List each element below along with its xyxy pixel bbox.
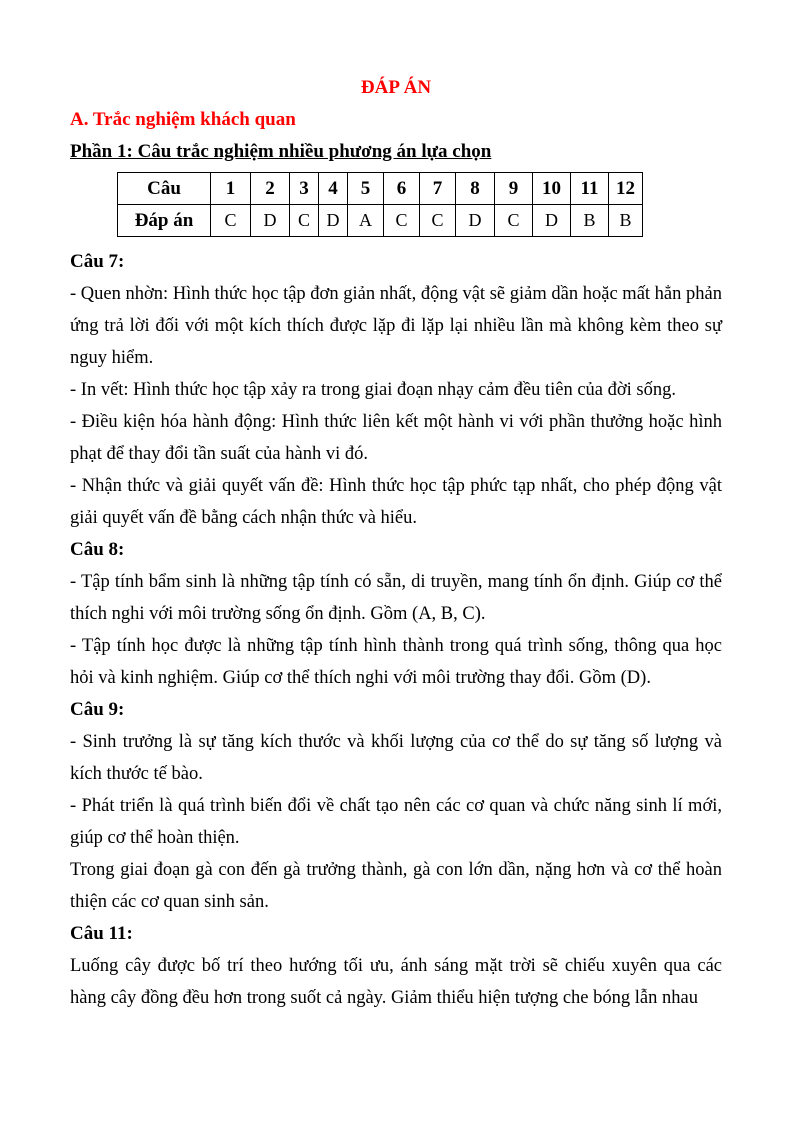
answer-cell: C [384, 205, 420, 237]
answer-cell: B [571, 205, 609, 237]
question-heading: Câu 8: [70, 539, 125, 560]
answer-cell: D [456, 205, 495, 237]
explanation-paragraph: Trong giai đoạn gà con đến gà trưởng thành, gà con lớn dần, nặng hơn và cơ thể hoàn thiện các cơ quan sinh sản. [70, 860, 722, 912]
explanation-paragraph: - Điều kiện hóa hành động: Hình thức liên kết một hành vi với phần thưởng hoặc hình phạt để thay đổi tần suất của hành vi đó. [70, 412, 722, 464]
question-number: 3 [290, 173, 319, 205]
explanation-paragraph: - Nhận thức và giải quyết vấn đề: Hình thức học tập phức tạp nhất, cho phép động vật giải quyết vấn đề bằng cách nhận thức và hiểu. [70, 476, 722, 528]
answer-cell: D [251, 205, 290, 237]
question-heading: Câu 9: [70, 699, 125, 720]
question-number: 1 [211, 173, 251, 205]
answer-cell: D [533, 205, 571, 237]
explanation-paragraph: - Quen nhờn: Hình thức học tập đơn giản nhất, động vật sẽ giảm dần hoặc mất hẳn phản ứng trả lời đối với một kích thích được lặp đi lặp lại nhiều lần mà không kèm theo sự nguy hiểm. [70, 284, 722, 368]
section-a-heading: A. Trắc nghiệm khách quan [70, 109, 296, 130]
table-label-cau: Câu [118, 173, 211, 205]
question-number: 7 [420, 173, 456, 205]
explanation-paragraph: - Phát triển là quá trình biến đổi về chất tạo nên các cơ quan và chức năng sinh lí mới, giúp cơ thể hoàn thiện. [70, 796, 722, 848]
answer-cell: D [319, 205, 348, 237]
answer-cell: C [420, 205, 456, 237]
table-label-dap-an: Đáp án [118, 205, 211, 237]
explanation-paragraph: - Tập tính bẩm sinh là những tập tính có sẵn, di truyền, mang tính ổn định. Giúp cơ thể thích nghi với môi trường sống ổn định. Gồm (A, B, C). [70, 572, 722, 624]
page-title: ĐÁP ÁN [360, 77, 432, 98]
answer-cell: B [609, 205, 643, 237]
explanation-section-cau-9 [70, 694, 722, 918]
explanation-section-cau-8 [70, 534, 722, 694]
question-number: 8 [456, 173, 495, 205]
explanation-section-cau-7 [70, 246, 722, 534]
question-number: 11 [571, 173, 609, 205]
question-heading: Câu 7: [70, 251, 125, 272]
question-number: 12 [609, 173, 643, 205]
explanation-paragraph: - Sinh trưởng là sự tăng kích thước và khối lượng của cơ thể do sự tăng số lượng và kích thước tế bào. [70, 732, 722, 784]
table-row-answers [118, 205, 643, 237]
answer-cell: C [495, 205, 533, 237]
answer-table [117, 172, 643, 237]
question-number: 2 [251, 173, 290, 205]
part1-heading: Phần 1: Câu trắc nghiệm nhiều phương án lựa chọn [70, 141, 492, 162]
table-row-questions [118, 173, 643, 205]
answer-cell: C [290, 205, 319, 237]
question-number: 9 [495, 173, 533, 205]
explanation-paragraph: - In vết: Hình thức học tập xảy ra trong giai đoạn nhạy cảm đều tiên của đời sống. [70, 380, 676, 400]
question-number: 4 [319, 173, 348, 205]
answer-cell: C [211, 205, 251, 237]
explanation-section-cau-11 [70, 918, 722, 1014]
answer-cell: A [348, 205, 384, 237]
question-heading: Câu 11: [70, 923, 133, 944]
explanation-paragraph: Luống cây được bố trí theo hướng tối ưu, ánh sáng mặt trời sẽ chiếu xuyên qua các hàng cây đồng đều hơn trong suốt cả ngày. Giảm thiểu hiện tượng che bóng lẫn nhau [70, 956, 722, 1008]
question-number: 10 [533, 173, 571, 205]
question-number: 5 [348, 173, 384, 205]
explanation-paragraph: - Tập tính học được là những tập tính hình thành trong quá trình sống, thông qua học hỏi và kinh nghiệm. Giúp cơ thể thích nghi với môi trường thay đổi. Gồm (D). [70, 636, 722, 688]
question-number: 6 [384, 173, 420, 205]
